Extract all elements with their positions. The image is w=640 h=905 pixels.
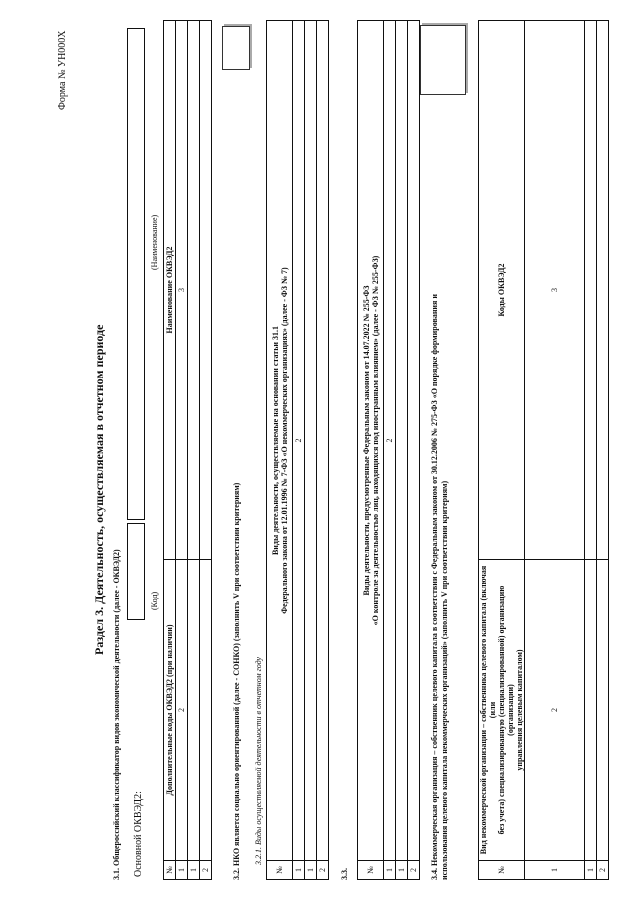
table-row bbox=[396, 21, 408, 880]
sub-1: 1 bbox=[525, 861, 585, 880]
s32-subheading: 3.2.1. Виды осуществляемой деятельности в отчетном году bbox=[254, 656, 263, 865]
col-no: № bbox=[267, 861, 293, 880]
s31-heading: 3.1. Общероссийский классификатор видов экономической деятельности (далее - ОКВЭД2) bbox=[112, 549, 121, 880]
sub-1: 1 bbox=[293, 861, 305, 880]
section-title: Раздел 3. Деятельность, осуществляемая в отчетном периоде bbox=[92, 324, 106, 655]
s32-heading: 3.2. НКО является социально ориентированной (далее - СОНКО) (заполнить V при соответствии критериям) bbox=[232, 482, 241, 880]
kind-cell[interactable] bbox=[585, 560, 597, 861]
col-no: № bbox=[164, 861, 176, 880]
s31-table bbox=[163, 20, 212, 880]
s32-checkbox[interactable] bbox=[222, 26, 250, 70]
table-row bbox=[200, 21, 212, 880]
row-no: 2 bbox=[408, 861, 420, 880]
col-kind-2: без учета) специализированную (специализированной) организацию (организации) bbox=[497, 585, 515, 835]
sub-2: 2 bbox=[293, 21, 305, 861]
s34-heading-1: 3.4. Некоммерческая организация – собственник целевого капитала в соответствии с Федеральным законом от 30.12.2006 № 275-ФЗ «О порядке формирования и bbox=[430, 294, 439, 880]
table-row bbox=[305, 21, 317, 880]
col-kind-3: управления целевым капиталом) bbox=[515, 649, 524, 771]
col-no: № bbox=[479, 861, 525, 880]
row-no: 1 bbox=[585, 861, 597, 880]
codes-cell[interactable] bbox=[597, 21, 609, 560]
s31-main-label: Основной ОКВЭД2: bbox=[133, 791, 144, 877]
col-text-2: Федерального закона от 12.01.1996 № 7-ФЗ «О некоммерческих организациях» (далее - ФЗ № 7) bbox=[279, 267, 289, 614]
name-cell[interactable] bbox=[200, 21, 212, 560]
row-no: 2 bbox=[200, 861, 212, 880]
kind-cell[interactable] bbox=[597, 560, 609, 861]
col-no: № bbox=[358, 861, 384, 880]
col-text-1: Виды деятельности, предусмотренные Федеральным законом от 14.07.2022 № 255-ФЗ bbox=[361, 285, 371, 596]
col-codes: Дополнительные коды ОКВЭД2 (при наличии) bbox=[164, 560, 176, 861]
codes-cell[interactable] bbox=[585, 21, 597, 560]
row-no: 2 bbox=[597, 861, 609, 880]
code-cell[interactable] bbox=[200, 560, 212, 861]
sub-3: 3 bbox=[176, 21, 188, 560]
table-row bbox=[188, 21, 200, 880]
sub-2: 2 bbox=[525, 560, 585, 861]
col-text-1: Виды деятельности, осуществляемые на основании статьи 31.1 bbox=[270, 325, 280, 556]
table-row bbox=[585, 21, 597, 880]
activity-cell[interactable] bbox=[317, 21, 329, 861]
main-name-field[interactable] bbox=[127, 28, 145, 520]
s32-table bbox=[266, 20, 329, 880]
col-kind bbox=[479, 560, 525, 861]
s33-heading: 3.3. bbox=[340, 868, 349, 880]
sub-1: 1 bbox=[176, 861, 188, 880]
col-codes: Коды ОКВЭД2 bbox=[479, 21, 525, 560]
table-row bbox=[317, 21, 329, 880]
s33-table bbox=[357, 20, 420, 880]
main-code-field[interactable] bbox=[127, 523, 145, 620]
row-no: 2 bbox=[317, 861, 329, 880]
s34-heading-2: использования целевого капитала некоммерческих организаций» (заполнить V при соответствии критериям) bbox=[440, 480, 449, 880]
col-activities bbox=[358, 21, 384, 861]
name-caption: (Наименование) bbox=[150, 214, 159, 270]
s34-table bbox=[478, 20, 609, 880]
sub-2: 2 bbox=[384, 21, 396, 861]
row-no: 1 bbox=[188, 861, 200, 880]
activity-cell[interactable] bbox=[408, 21, 420, 861]
activity-cell[interactable] bbox=[305, 21, 317, 861]
sub-3: 3 bbox=[525, 21, 585, 560]
row-no: 1 bbox=[396, 861, 408, 880]
row-no: 1 bbox=[305, 861, 317, 880]
col-activities bbox=[267, 21, 293, 861]
form-number: Форма № УН000Х bbox=[57, 30, 68, 110]
table-row bbox=[408, 21, 420, 880]
sub-1: 1 bbox=[384, 861, 396, 880]
col-text-2: «О контроле за деятельностью лиц, находящихся под иностранным влиянием» (далее - ФЗ № 255-ФЗ) bbox=[370, 255, 380, 626]
s34-heading bbox=[430, 80, 450, 880]
name-cell[interactable] bbox=[188, 21, 200, 560]
sub-2: 2 bbox=[176, 560, 188, 861]
activity-cell[interactable] bbox=[396, 21, 408, 861]
code-caption: (Код) bbox=[150, 591, 159, 610]
col-kind-1: Вид некоммерческой организации – собственника целевого капитала (включая (или bbox=[479, 565, 497, 855]
col-name: Наименование ОКВЭД2 bbox=[164, 21, 176, 560]
table-row bbox=[597, 21, 609, 880]
code-cell[interactable] bbox=[188, 560, 200, 861]
